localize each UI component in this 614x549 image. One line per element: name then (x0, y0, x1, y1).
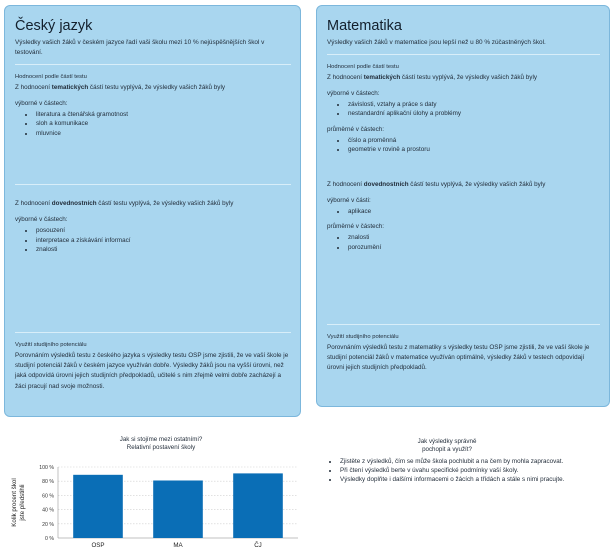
czech-thematic-excellent-list (15, 110, 291, 139)
list-item: • nestandardní aplikační úlohy a problémy (347, 109, 600, 119)
y-axis-label (11, 478, 26, 527)
relative-position-chart (0, 455, 312, 549)
math-thematic-average-label: průměrné v částech: (327, 125, 385, 133)
list-item: • interpretace a získávání informací (35, 236, 291, 246)
y-axis-label-line2: jste předstihli (19, 484, 26, 521)
list-item: • literatura a čtenářská gramotnost (35, 110, 291, 120)
math-thematic-text: Z hodnocení tematických částí testu vyplývá, že výsledky vašich žáků byly (327, 74, 538, 81)
czech-intro: Výsledky vašich žáků v českém jazyce řadí vaši školu mezi 10 % nejúspěšnějších škol v testování. (15, 39, 265, 56)
czech-results-card (4, 5, 301, 417)
math-thematic-excellent-label: výborné v částech: (327, 89, 380, 97)
math-skills-excellent-label: výborné v části: (327, 196, 371, 204)
czech-potential-heading: Využití studijního potenciálu (15, 342, 87, 348)
list-item: • Zjistěte z výsledků, čím se může škola pochlubit a na čem by mohla zapracovat. (339, 457, 614, 466)
czech-skills-excellent-label: výborné v částech: (15, 215, 68, 223)
czech-thematic-text: Z hodnocení tematických částí testu vyplývá, že výsledky vašich žáků byly (15, 84, 226, 91)
tips-title-line1: Jak výsledky správně (417, 438, 477, 445)
chart-title (86, 436, 236, 451)
list-item: • Při čtení výsledků berte v úvahu specifické podmínky vaší školy. (339, 466, 614, 475)
czech-section-heading: Hodnocení podle částí testu (15, 74, 87, 80)
bar-ma (153, 480, 203, 538)
y-tick-label: 80 % (42, 479, 54, 486)
czech-potential-text: Porovnáním výsledků testu z českého jazyka s výsledky testu OSP jsme zjistili, že ve vaší škole je studijní potenciál žáků v českém jazyce využíván dobře. Výsledky žáků jsou na vyšší úrovni, než jaká odpovídá úrovni jejich studijních předpokladů, učitelé s nim zřejmě velmi dobře zacházejí a žáci pracují nad svoje možnosti. (15, 352, 289, 390)
y-tick-label: 40 % (42, 507, 54, 514)
czech-thematic-excellent-label: výborné v částech: (15, 99, 68, 107)
math-skills-text: Z hodnocení dovednostních částí testu vyplývá, že výsledky vašich žáků byly (327, 180, 546, 188)
math-skills-excellent-list (327, 207, 600, 217)
y-tick-label: 60 % (42, 493, 54, 500)
divider (15, 64, 291, 65)
czech-title: Český jazyk (15, 18, 93, 34)
math-skills-average-list (327, 233, 600, 252)
math-skills-average-label: průměrné v částech: (327, 223, 385, 231)
list-item: • porozumění (347, 243, 600, 253)
bar-čj (233, 473, 283, 538)
x-tick-label: ČJ (254, 542, 262, 549)
bar-osp (73, 475, 123, 538)
list-item: • číslo a proměnná (347, 136, 600, 146)
list-item: • závislosti, vztahy a práce s daty (347, 100, 600, 110)
math-intro: Výsledky vašich žáků v matematice jsou lepší než u 80 % zúčastněných škol. (327, 39, 546, 46)
y-tick-label: 20 % (42, 521, 54, 528)
math-thematic-excellent-list (327, 100, 600, 119)
list-item: • aplikace (347, 207, 600, 217)
y-tick-label: 0 % (45, 536, 54, 542)
chart-title-line1: Jak si stojíme mezi ostatními? (119, 436, 203, 443)
tips-title (402, 438, 492, 453)
divider (327, 324, 600, 325)
tips-list (325, 457, 614, 485)
x-tick-label: OSP (91, 542, 105, 549)
math-results-card (316, 5, 610, 407)
list-item: • mluvnice (35, 129, 291, 139)
list-item: • posouzení (35, 226, 291, 236)
chart-title-line2: Relativní postavení školy (126, 443, 196, 451)
list-item: • geometrie v rovině a prostoru (347, 145, 600, 155)
list-item: • sloh a komunikace (35, 119, 291, 129)
list-item: • znalosti (35, 245, 291, 255)
math-potential-text: Porovnáním výsledků testu z matematiky s výsledky testu OSP jsme zjistili, že ve vaší škole je studijní potenciál žáků v matematice využíván optimálně, výsledky žáků v testech odpovídají úrovni jejich studijních předpokladů. (327, 344, 590, 372)
math-potential-heading: Využití studijního potenciálu (327, 334, 399, 340)
divider (327, 54, 600, 55)
y-axis-label-line1: Kolik procent škol (11, 478, 18, 527)
list-item: • Výsledky doplňte i dalšími informacemi o žácích a třídách a stále s nimi pracujte. (339, 475, 614, 484)
math-title: Matematika (327, 18, 402, 34)
y-tick-label: 100 % (39, 465, 54, 471)
x-tick-label: MA (173, 542, 183, 549)
math-thematic-average-list (327, 136, 600, 155)
math-section-heading: Hodnocení podle částí testu (327, 64, 399, 70)
czech-skills-excellent-list (15, 226, 291, 255)
list-item: • znalosti (347, 233, 600, 243)
divider (15, 332, 291, 333)
tips-title-line2: pochopit a využít? (422, 445, 472, 453)
czech-skills-text: Z hodnocení dovednostních částí testu vyplývá, že výsledky vašich žáků byly (15, 200, 234, 208)
